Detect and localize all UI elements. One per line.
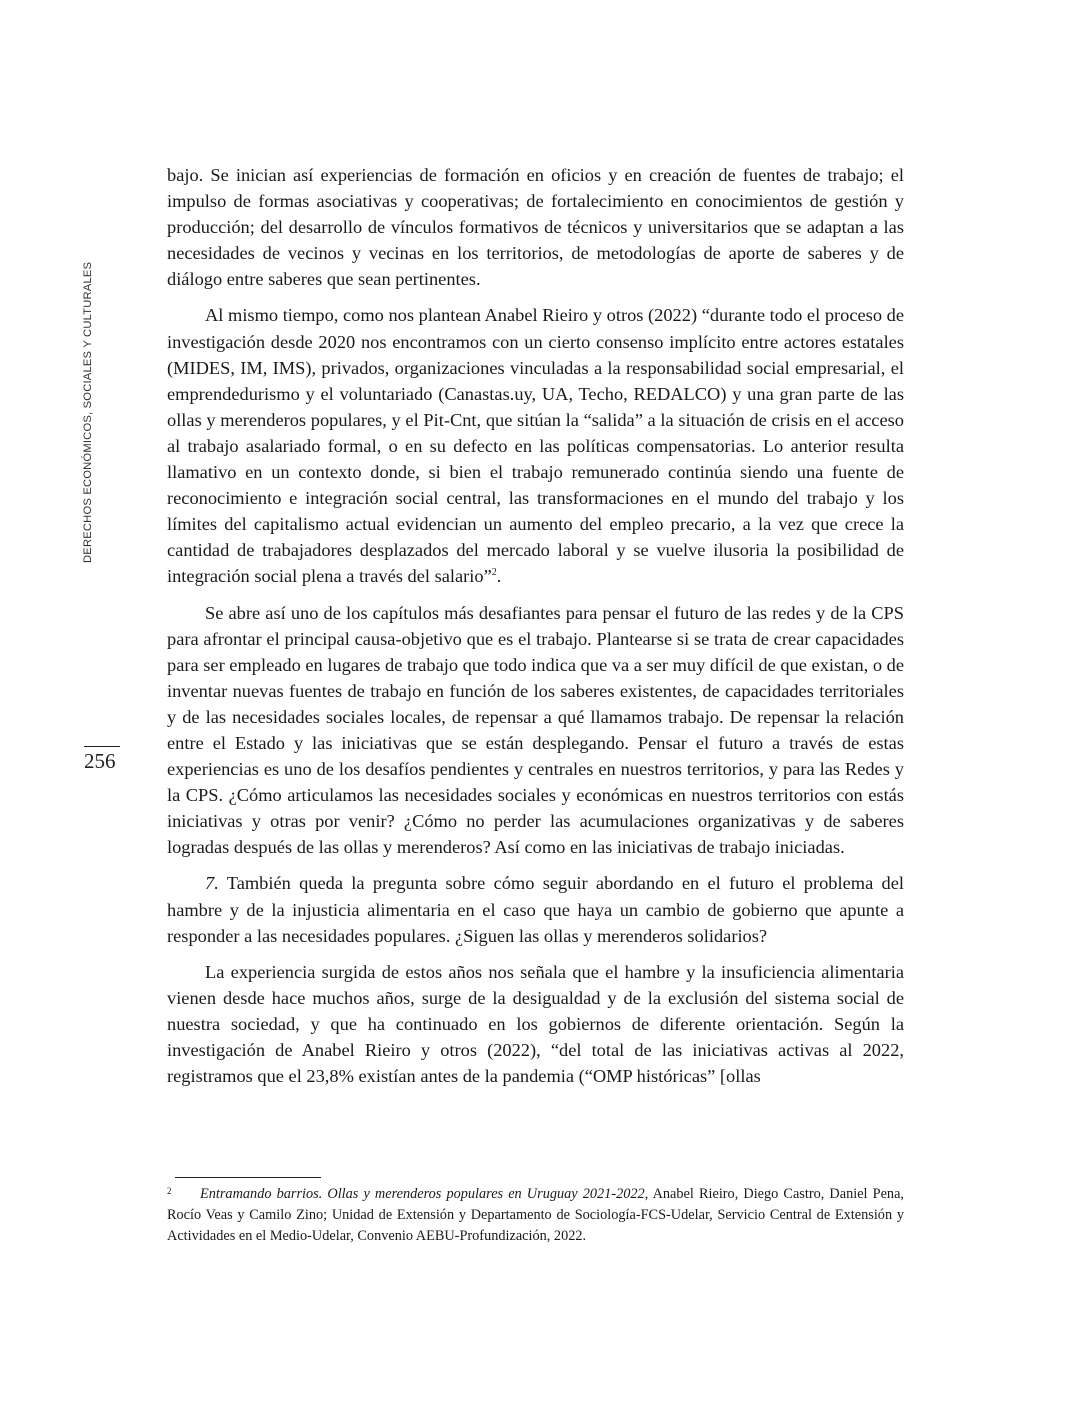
footnote-separator	[175, 1177, 321, 1178]
body-text	[167, 162, 904, 1099]
paragraph-5: La experiencia surgida de estos años nos señala que el hambre y la insuficiencia alimentaria vienen desde hace muchos años, surge de la desigualdad y de la exclusión del sistema social de nuestra sociedad, y que ha continuado en los gobiernos de diferente orientación. Según la investigación de Anabel Rieiro y otros (2022), “del total de las iniciativas activas al 2022, registramos que el 23,8% existían antes de la pandemia (“OMP históricas” [ollas	[167, 961, 904, 1087]
section-number: 7.	[205, 873, 219, 894]
paragraph-2	[167, 302, 904, 589]
paragraph-2-text: Al mismo tiempo, como nos plantean Anabel Rieiro y otros (2022) “durante todo el proceso de investigación desde 2020 nos encontramos con un cierto consenso implícito entre actores estatales (MIDES, IM, IMS), privados, organizaciones vinculadas a la responsabilidad social empresarial, el emprendedurismo y el voluntariado (Canastas.uy, UA, Techo, REDALCO) y una gran parte de las ollas y merenderos populares, y el Pit-Cnt, que sitúan la “salida” a la situación de crisis en el acceso al trabajo asalariado formal, o en su defecto en las políticas compensatorias. Lo anterior resulta llamativo en un contexto donde, si bien el trabajo remunerado continúa siendo una fuente de reconocimiento e integración social central, las transformaciones en el mundo del trabajo y los límites del capitalismo actual evidencian un aumento del empleo precario, a la vez que crece la cantidad de trabajadores desplazados del mercado laboral y se vuelve ilusoria la posibilidad de integración social plena a través del salario”	[167, 305, 904, 587]
footnote-title: Entramando barrios. Ollas y merenderos populares en Uruguay 2021-2022	[200, 1186, 645, 1202]
running-head: DERECHOS ECONÓMICOS, SOCIALES Y CULTURALES	[82, 261, 94, 563]
footnote	[167, 1184, 904, 1247]
page-number: 256	[84, 749, 116, 773]
paragraph-3: Se abre así uno de los capítulos más desafiantes para pensar el futuro de las redes y de la CPS para afrontar el principal causa-objetivo que es el trabajo. Plantearse si se trata de crear capacidades para ser empleado en lugares de trabajo que todo indica que va a ser muy difícil de que existan, o de inventar nuevas fuentes de trabajo en función de los saberes existentes, de capacidades territoriales y de las necesidades sociales locales, de repensar a qué llamamos trabajo. De repensar la relación entre el Estado y las iniciativas que se están desplegando. Pensar el futuro a través de estas experiencias es uno de los desafíos pendientes y centrales en nuestros territorios, y para las Redes y la CPS. ¿Cómo articulamos las necesidades sociales y económicas en nuestros territorios con estás iniciativas y otras por venir? ¿Cómo no perder las acumulaciones organizativas y de saberes logradas después de las ollas y merenderos? Así como en las iniciativas de trabajo iniciadas.	[167, 602, 904, 858]
footnote-mark: 2	[167, 1186, 172, 1196]
paragraph-1: bajo. Se inician así experiencias de formación en oficios y en creación de fuentes de trabajo; el impulso de formas asociativas y cooperativas; de fortalecimiento en conocimientos de gestión y producción; del desarrollo de vínculos formativos de técnicos y universitarios que se adaptan a las necesidades de vecinos y vecinas en los territorios, de metodologías de aporte de saberes y de diálogo entre saberes que sean pertinentes.	[167, 165, 904, 290]
paragraph-4-text: También queda la pregunta sobre cómo seguir abordando en el futuro el problema del hambre y de la injusticia alimentaria en el caso que haya un cambio de gobierno que apunte a responder a las necesidades populares. ¿Siguen las ollas y merenderos solidarios?	[167, 873, 904, 946]
footnote-text: , Anabel Rieiro, Diego Castro, Daniel Pena, Rocío Veas y Camilo Zino; Unidad de Extensión y Departamento de Sociología-FCS-Udelar, Servicio Central de Extensión y Actividades en el Medio-Udelar, Convenio AEBU-Profundización, 2022.	[167, 1186, 905, 1244]
paragraph-2-end: .	[496, 566, 502, 587]
footnote-reference[interactable]: 2	[491, 567, 497, 579]
paragraph-4	[167, 870, 904, 948]
page-number-rule	[84, 746, 120, 747]
